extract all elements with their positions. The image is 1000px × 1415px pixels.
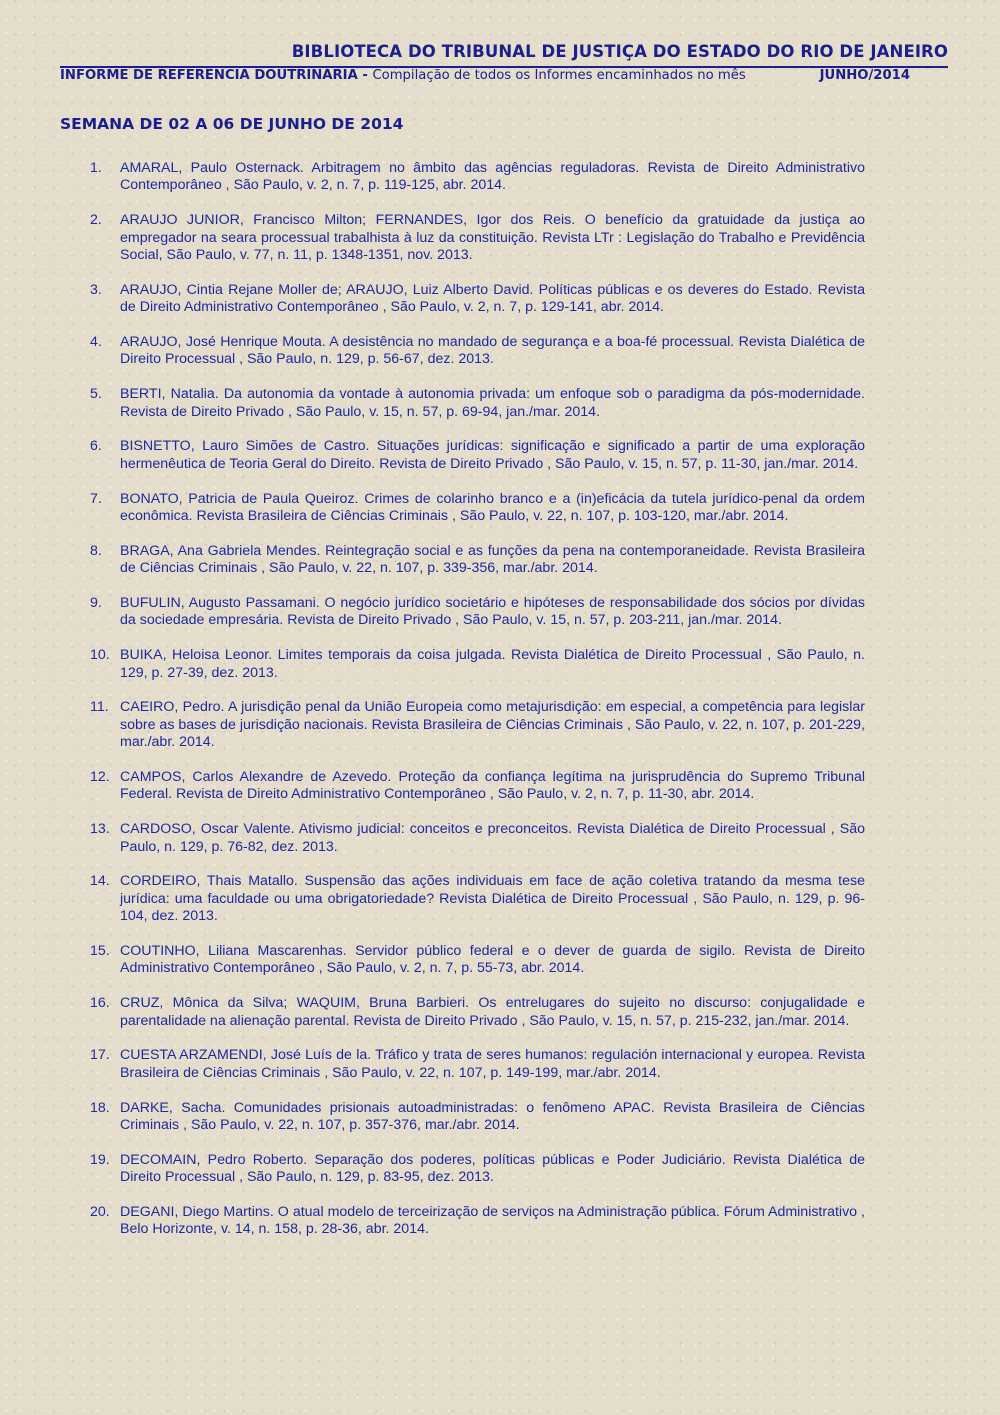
reference-item bbox=[90, 873, 865, 925]
reference-number: 16. bbox=[90, 995, 110, 1012]
reference-item bbox=[90, 282, 865, 317]
week-heading: SEMANA DE 02 A 06 DE JUNHO DE 2014 bbox=[60, 115, 404, 133]
reference-item bbox=[90, 769, 865, 804]
reference-text: COUTINHO, Liliana Mascarenhas. Servidor público federal e o dever de guarda de sigilo. Revista de Direito Administrativo Contemporâneo , São Paulo, v. 2, n. 7, p. 55-73, abr. 2014. bbox=[120, 943, 865, 977]
reference-number: 14. bbox=[90, 873, 110, 890]
report-name: INFORME DE REFERÊNCIA DOUTRINÁRIA - bbox=[60, 68, 373, 83]
report-subtitle bbox=[60, 68, 910, 83]
reference-item bbox=[90, 1152, 865, 1187]
reference-text: CUESTA ARZAMENDI, José Luís de la. Tráfico y trata de seres humanos: regulación internacional y europea. Revista Brasileira de Ciências Criminais , São Paulo, v. 22, n. 107, p. 149-199, mar./abr. 2014. bbox=[120, 1047, 865, 1081]
reference-item bbox=[90, 386, 865, 421]
reference-item bbox=[90, 595, 865, 630]
reference-text: ARAUJO, Cintia Rejane Moller de; ARAUJO, Luiz Alberto David. Políticas públicas e os deveres do Estado. Revista de Direito Administrativo Contemporâneo , São Paulo, v. 2, n. 7, p. 129-141, abr. 2014. bbox=[120, 281, 865, 316]
reference-text: CARDOSO, Oscar Valente. Ativismo judicial: conceitos e preconceitos. Revista Dialética de Direito Processual , São Paulo, n. 129, p. 76-82, dez. 2013. bbox=[120, 821, 865, 855]
reference-item bbox=[90, 543, 865, 578]
reference-number: 8. bbox=[90, 542, 102, 559]
reference-text: BRAGA, Ana Gabriela Mendes. Reintegração social e as funções da pena na contemporaneidade. Revista Brasileira de Ciências Criminais , São Paulo, v. 22, n. 107, p. 339-356, mar./abr. 2014. bbox=[120, 542, 865, 577]
reference-number: 1. bbox=[90, 160, 102, 176]
reference-number: 10. bbox=[90, 647, 110, 664]
report-description: Compilação de todos os Informes encaminhados no mês bbox=[372, 68, 746, 83]
reference-number: 2. bbox=[90, 212, 102, 229]
library-title: BIBLIOTECA DO TRIBUNAL DE JUSTIÇA DO ESTADO DO RIO DE JANEIRO bbox=[291, 42, 948, 61]
reference-item bbox=[90, 1100, 865, 1135]
reference-item bbox=[90, 1047, 865, 1082]
reference-number: 13. bbox=[90, 821, 110, 838]
reference-number: 3. bbox=[90, 281, 102, 298]
reference-number: 18. bbox=[90, 1099, 110, 1116]
reference-text: CAMPOS, Carlos Alexandre de Azevedo. Proteção da confiança legítima na jurisprudência do Supremo Tribunal Federal. Revista de Direito Administrativo Contemporâneo , São Paulo, v. 2, n. 7, p. 11-30, abr. 2014. bbox=[120, 769, 865, 803]
reference-item bbox=[90, 995, 865, 1030]
reference-number: 19. bbox=[90, 1151, 110, 1168]
reference-item bbox=[90, 491, 865, 526]
reference-list bbox=[90, 160, 865, 1256]
reference-item bbox=[90, 699, 865, 751]
report-month: JUNHO/2014 bbox=[819, 68, 910, 83]
reference-number: 20. bbox=[90, 1204, 110, 1221]
reference-text: BERTI, Natalia. Da autonomia da vontade à autonomia privada: um enfoque sob o paradigma da pós-modernidade. Revista de Direito Privado , São Paulo, v. 15, n. 57, p. 69-94, jan./mar. 2014. bbox=[120, 386, 865, 420]
reference-number: 12. bbox=[90, 769, 110, 786]
reference-item bbox=[90, 438, 865, 473]
reference-item bbox=[90, 943, 865, 978]
reference-text: BONATO, Patricia de Paula Queiroz. Crimes de colarinho branco e a (in)eficácia da tutela jurídico-penal da ordem econômica. Revista Brasileira de Ciências Criminais , São Paulo, v. 22, n. 107, p. 103-120, mar./abr. 2014. bbox=[120, 490, 865, 525]
reference-text: DECOMAIN, Pedro Roberto. Separação dos poderes, políticas públicas e Poder Judiciário. Revista Dialética de Direito Processual , São Paulo, n. 129, p. 83-95, dez. 2013. bbox=[120, 1151, 865, 1186]
reference-text: BUIKA, Heloisa Leonor. Limites temporais da coisa julgada. Revista Dialética de Direito Processual , São Paulo, n. 129, p. 27-39, dez. 2013. bbox=[120, 647, 865, 681]
reference-text: CORDEIRO, Thais Matallo. Suspensão das ações individuais em face de ação coletiva tratando da mesma tese jurídica: uma faculdade ou uma obrigatoriedade? Revista Dialética de Direito Processual , São Paulo, n. 129, p. 96-104, dez. 2013. bbox=[120, 873, 865, 925]
reference-number: 6. bbox=[90, 438, 102, 455]
reference-text: DEGANI, Diego Martins. O atual modelo de terceirização de serviços na Administração pública. Fórum Administrativo , Belo Horizonte, v. 14, n. 158, p. 28-36, abr. 2014. bbox=[120, 1204, 865, 1238]
reference-text: BUFULIN, Augusto Passamani. O negócio jurídico societário e hipóteses de responsabilidade dos sócios por dívidas da sociedade empresária. Revista de Direito Privado , São Paulo, v. 15, n. 57, p. 203-211, jan./mar. 2014. bbox=[120, 595, 865, 629]
reference-number: 15. bbox=[90, 943, 110, 960]
reference-item bbox=[90, 334, 865, 369]
reference-number: 7. bbox=[90, 490, 102, 507]
reference-number: 11. bbox=[90, 699, 109, 716]
reference-number: 9. bbox=[90, 595, 102, 612]
reference-text: ARAUJO JUNIOR, Francisco Milton; FERNANDES, Igor dos Reis. O benefício da gratuidade da justiça ao empregador na seara processual trabalhista à luz da constituição. Revista LTr : Legislação do Trabalho e Previdência Social, São Paulo, v. 77, n. 11, p. 1348-1351, nov. 2013. bbox=[120, 212, 865, 264]
reference-text: CRUZ, Mônica da Silva; WAQUIM, Bruna Barbieri. Os entrelugares do sujeito no discurso: conjugalidade e parentalidade na alienação parental. Revista de Direito Privado , São Paulo, v. 15, n. 57, p. 215-232, jan./mar. 2014. bbox=[120, 995, 865, 1029]
reference-item bbox=[90, 821, 865, 856]
reference-item bbox=[90, 212, 865, 264]
reference-text: CAEIRO, Pedro. A jurisdição penal da União Europeia como metajurisdição: em especial, a competência para legislar sobre as bases de jurisdição nacionais. Revista Brasileira de Ciências Criminais , São Paulo, v. 22, n. 107, p. 201-229, mar./abr. 2014. bbox=[120, 699, 865, 751]
reference-text: ARAUJO, José Henrique Mouta. A desistência no mandado de segurança e a boa-fé processual. Revista Dialética de Direito Processual , São Paulo, n. 129, p. 56-67, dez. 2013. bbox=[120, 334, 865, 368]
reference-item bbox=[90, 160, 865, 195]
reference-text: DARKE, Sacha. Comunidades prisionais autoadministradas: o fenômeno APAC. Revista Brasileira de Ciências Criminais , São Paulo, v. 22, n. 107, p. 357-376, mar./abr. 2014. bbox=[120, 1099, 865, 1134]
reference-number: 4. bbox=[90, 334, 102, 351]
reference-item bbox=[90, 1204, 865, 1239]
reference-text: AMARAL, Paulo Osternack. Arbitragem no âmbito das agências reguladoras. Revista de Direito Administrativo Contemporâneo , São Paulo, v. 2, n. 7, p. 119-125, abr. 2014. bbox=[120, 160, 865, 194]
reference-number: 5. bbox=[90, 386, 102, 403]
reference-item bbox=[90, 647, 865, 682]
reference-text: BISNETTO, Lauro Simões de Castro. Situações jurídicas: significação e significado a partir de uma exploração hermenêutica de Teoria Geral do Direito. Revista de Direito Privado , São Paulo, v. 15, n. 57, p. 11-30, jan./mar. 2014. bbox=[120, 438, 865, 472]
reference-number: 17. bbox=[90, 1047, 110, 1064]
